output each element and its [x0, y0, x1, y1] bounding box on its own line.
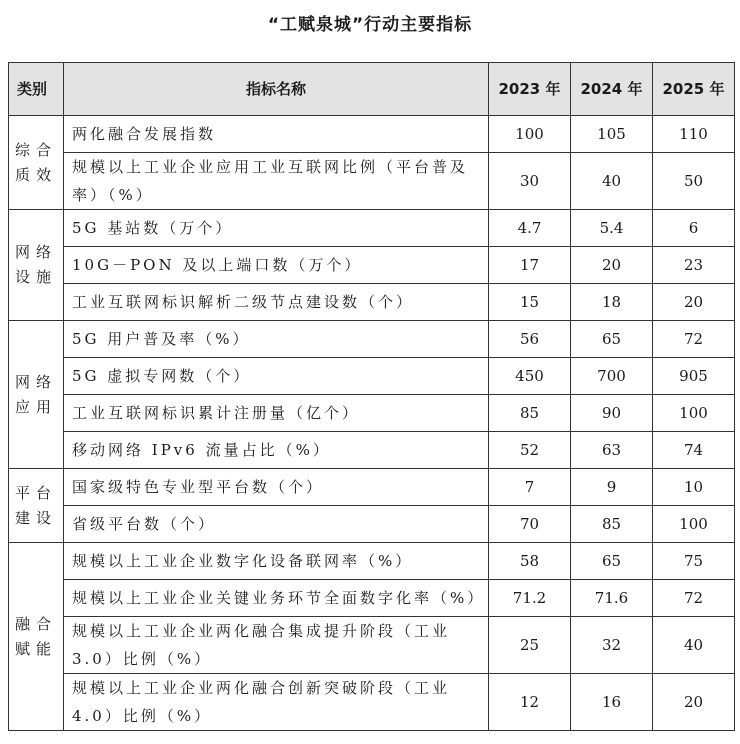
value-2024-cell: 85 [571, 506, 653, 543]
value-2023-cell: 70 [489, 506, 571, 543]
indicator-name-cell: 规模以上工业企业数字化设备联网率（%） [64, 543, 489, 580]
indicator-name-cell: 5G 基站数（万个） [64, 210, 489, 247]
value-2024-cell: 20 [571, 247, 653, 284]
value-2023-cell: 85 [489, 395, 571, 432]
value-2023-cell: 71.2 [489, 580, 571, 617]
table-row [9, 432, 735, 469]
indicator-name-cell: 移动网络 IPv6 流量占比（%） [64, 432, 489, 469]
value-2024-cell: 5.4 [571, 210, 653, 247]
indicator-name-cell: 两化融合发展指数 [64, 116, 489, 153]
value-2024-cell: 63 [571, 432, 653, 469]
value-2023-cell: 450 [489, 358, 571, 395]
value-2025-cell: 72 [653, 580, 735, 617]
indicator-name-cell: 规模以上工业企业两化融合创新突破阶段（工业 4.0）比例（%） [64, 674, 489, 731]
value-2024-cell: 65 [571, 321, 653, 358]
value-2024-cell: 700 [571, 358, 653, 395]
indicator-name-cell: 工业互联网标识累计注册量（亿个） [64, 395, 489, 432]
value-2025-cell: 905 [653, 358, 735, 395]
value-2024-cell: 71.6 [571, 580, 653, 617]
table-row [9, 210, 735, 247]
table-row [9, 321, 735, 358]
value-2025-cell: 20 [653, 674, 735, 731]
indicator-name-cell: 规模以上工业企业应用工业互联网比例（平台普及率）（%） [64, 153, 489, 210]
indicator-name-cell: 省级平台数（个） [64, 506, 489, 543]
value-2025-cell: 6 [653, 210, 735, 247]
indicator-name-cell: 10G－PON 及以上端口数（万个） [64, 247, 489, 284]
table-row [9, 116, 735, 153]
value-2025-cell: 40 [653, 617, 735, 674]
value-2025-cell: 75 [653, 543, 735, 580]
table-body [9, 116, 735, 731]
indicator-name-cell: 工业互联网标识解析二级节点建设数（个） [64, 284, 489, 321]
indicator-name-cell: 规模以上工业企业两化融合集成提升阶段（工业 3.0）比例（%） [64, 617, 489, 674]
value-2023-cell: 56 [489, 321, 571, 358]
value-2023-cell: 25 [489, 617, 571, 674]
value-2024-cell: 40 [571, 153, 653, 210]
category-cell: 平台 建设 [9, 469, 64, 543]
table-row [9, 247, 735, 284]
value-2023-cell: 52 [489, 432, 571, 469]
table-row [9, 580, 735, 617]
value-2024-cell: 18 [571, 284, 653, 321]
value-2025-cell: 20 [653, 284, 735, 321]
value-2025-cell: 72 [653, 321, 735, 358]
category-cell: 融合 赋能 [9, 543, 64, 731]
indicator-name-cell: 5G 用户普及率（%） [64, 321, 489, 358]
value-2024-cell: 9 [571, 469, 653, 506]
value-2023-cell: 58 [489, 543, 571, 580]
value-2024-cell: 16 [571, 674, 653, 731]
table-row [9, 395, 735, 432]
table-row [9, 674, 735, 731]
value-2023-cell: 100 [489, 116, 571, 153]
value-2025-cell: 100 [653, 395, 735, 432]
value-2023-cell: 30 [489, 153, 571, 210]
value-2025-cell: 23 [653, 247, 735, 284]
value-2025-cell: 110 [653, 116, 735, 153]
indicator-name-cell: 国家级特色专业型平台数（个） [64, 469, 489, 506]
table-row [9, 153, 735, 210]
category-cell: 网络 应用 [9, 321, 64, 469]
table-header-row [9, 63, 735, 116]
value-2023-cell: 17 [489, 247, 571, 284]
value-2025-cell: 74 [653, 432, 735, 469]
value-2025-cell: 50 [653, 153, 735, 210]
value-2025-cell: 100 [653, 506, 735, 543]
table-row [9, 358, 735, 395]
value-2023-cell: 7 [489, 469, 571, 506]
category-cell: 网络 设施 [9, 210, 64, 321]
indicator-table [8, 62, 735, 731]
header-2023: 2023 年 [489, 63, 571, 116]
value-2023-cell: 4.7 [489, 210, 571, 247]
header-indicator-name: 指标名称 [64, 63, 489, 116]
indicator-name-cell: 规模以上工业企业关键业务环节全面数字化率（%） [64, 580, 489, 617]
indicator-name-cell: 5G 虚拟专网数（个） [64, 358, 489, 395]
header-2024: 2024 年 [571, 63, 653, 116]
value-2023-cell: 12 [489, 674, 571, 731]
value-2024-cell: 105 [571, 116, 653, 153]
category-cell: 综合 质效 [9, 116, 64, 210]
table-row [9, 617, 735, 674]
header-category: 类别 [9, 63, 64, 116]
value-2023-cell: 15 [489, 284, 571, 321]
page-title: “工赋泉城”行动主要指标 [267, 15, 473, 35]
value-2024-cell: 32 [571, 617, 653, 674]
header-2025: 2025 年 [653, 63, 735, 116]
value-2025-cell: 10 [653, 469, 735, 506]
value-2024-cell: 90 [571, 395, 653, 432]
value-2024-cell: 65 [571, 543, 653, 580]
table-row [9, 543, 735, 580]
table-row [9, 506, 735, 543]
table-row [9, 469, 735, 506]
table-row [9, 284, 735, 321]
